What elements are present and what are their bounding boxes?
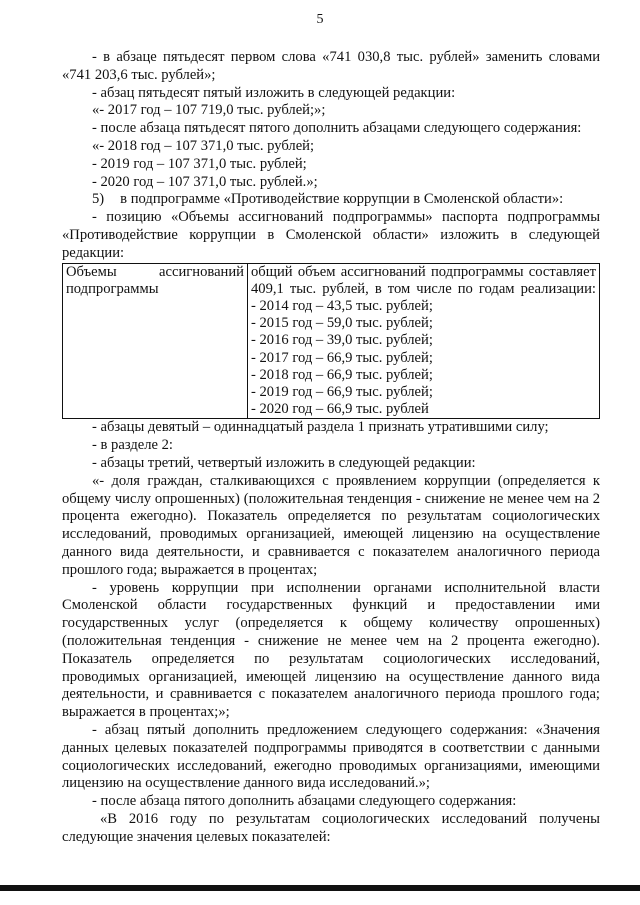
label-word-1: Объемы [66, 263, 117, 280]
paragraph-5: «- 2018 год – 107 371,0 тыс. рублей; [92, 137, 315, 154]
label-word-2: ассигнований [159, 263, 244, 280]
table-value-line: - 2018 год – 66,9 тыс. рублей; [251, 366, 433, 383]
paragraph-8 [62, 191, 600, 209]
paragraph-15: - абзац пятый дополнить предложением следующего содержания: «Значения данных целевых показателей подпрограммы приводятся в соответствии с данными социологических исследований, ежегодно проводимых организациями, имеющими лицензию на осуществление данного вида исследований.»; [62, 721, 600, 792]
table-value-line: - 2020 год – 66,9 тыс. рублей [251, 401, 429, 418]
assignments-table [62, 263, 600, 420]
paragraph-8-text: в подпрограмме «Противодействие коррупции в Смоленской области»: [120, 191, 564, 208]
paragraph-13: «- доля граждан, сталкивающихся с проявлением коррупции (определяется к общему числу опрошенных) (положительная тенденция - снижение не менее чем на 2 процента ежегодно). Показатель определяется по результатам социологических исследований, проводимых организацией, имеющей лицензию на осуществление данного вида деятельности, и сравнивается с показателем аналогичного периода прошлого года; выражается в процентах; [62, 472, 600, 578]
paragraph-2: - абзац пятьдесят пятый изложить в следующей редакции: [92, 84, 456, 101]
paragraph-3: «- 2017 год – 107 719,0 тыс. рублей;»; [92, 102, 326, 119]
paragraph-4: - после абзаца пятьдесят пятого дополнить абзацами следующего содержания: [92, 120, 582, 137]
table-value-line: - 2019 год – 66,9 тыс. рублей; [251, 383, 433, 400]
paragraph-16: - после абзаца пятого дополнить абзацами следующего содержания: [92, 793, 517, 810]
paragraph-14: - уровень коррупции при исполнении органами исполнительной власти Смоленской области государственных функций и предоставлении ими государственных услуг (определяется к общему количеству опрошенных) (положительная тенденция - снижение не менее чем на 2 процента ежегодно). Показатель определяется по результатам социологических исследований, проводимых организацией, имеющей лицензию на осуществление данного вида деятельности, и сравнивается с показателем аналогичного периода прошлого года; выражается в процентах;»; [62, 579, 600, 721]
table-cell-label [63, 263, 248, 419]
table-row [63, 263, 600, 419]
paragraph-17: «В 2016 году по результатам социологических исследований получены следующие значения целевых показателей: [62, 810, 600, 845]
paragraph-11: - в разделе 2: [92, 437, 173, 454]
scan-bottom-border [0, 885, 640, 891]
paragraph-1: - в абзаце пятьдесят первом слова «741 030,8 тыс. рублей» заменить словами «741 203,6 тыс. рублей»; [62, 49, 600, 83]
paragraph-6: - 2019 год – 107 371,0 тыс. рублей; [92, 155, 307, 172]
label-word-3: подпрограммы [66, 280, 159, 297]
table-value-line: общий объем ассигнований подпрограммы составляет 409,1 тыс. рублей, в том числе по годам реализации: [251, 263, 596, 297]
paragraph-12: - абзацы третий, четвертый изложить в следующей редакции: [92, 454, 476, 471]
page-number: 5 [316, 12, 324, 27]
list-number: 5) [92, 191, 105, 208]
paragraph-9: - позицию «Объемы ассигнований подпрограммы» паспорта подпрограммы «Противодействие коррупции в Смоленской области» изложить в следующей редакции: [62, 209, 600, 261]
table-value-line: - 2014 год – 43,5 тыс. рублей; [251, 297, 433, 314]
paragraph-7: - 2020 год – 107 371,0 тыс. рублей.»; [92, 173, 318, 190]
table-value-line: - 2015 год – 59,0 тыс. рублей; [251, 315, 433, 332]
paragraph-10: - абзацы девятый – одиннадцатый раздела 1 признать утратившими силу; [92, 419, 549, 436]
table-value-line: - 2017 год – 66,9 тыс. рублей; [251, 349, 433, 366]
document-body [62, 49, 600, 847]
table-value-line: - 2016 год – 39,0 тыс. рублей; [251, 332, 433, 349]
table-cell-value [248, 263, 600, 419]
